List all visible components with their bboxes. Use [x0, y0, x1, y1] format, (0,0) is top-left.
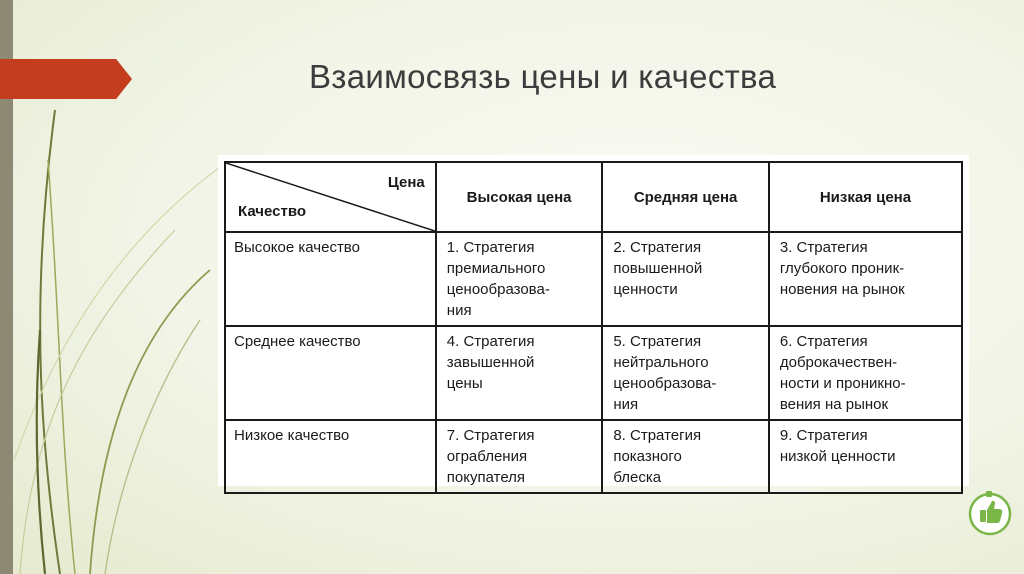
strategy-text-6: 6. Стратегия доброкачествен- ности и проникно- вения на рынок [779, 333, 906, 413]
strategy-text-7: 7. Стратегия ограбления покупателя [446, 427, 535, 486]
thumbs-up-logo-icon [966, 488, 1014, 536]
strategy-cell-8 [602, 420, 769, 493]
strategy-cell-5 [602, 326, 769, 420]
strategy-cell-2 [602, 232, 769, 326]
strategy-text-3: 3. Стратегия глубокого проник- новения на рынок [779, 239, 905, 298]
table-corner-cell [225, 162, 436, 232]
corner-quality-label: Качество [238, 203, 307, 220]
column-header-medium-price: Средняя цена [602, 162, 769, 232]
strategy-cell-4 [436, 326, 603, 420]
strategy-cell-9 [769, 420, 962, 493]
price-quality-table-panel [218, 155, 969, 486]
strategy-text-9: 9. Стратегия низкой ценности [779, 427, 896, 465]
strategy-text-1: 1. Стратегия премиального ценообразова- ния [446, 239, 550, 319]
strategy-text-2: 2. Стратегия повышенной ценности [613, 239, 703, 298]
table-row [225, 326, 962, 420]
slide-title: Взаимосвязь цены и качества [309, 58, 777, 95]
row-label-low-quality: Низкое качество [225, 420, 436, 493]
strategy-text-8: 8. Стратегия показного блеска [613, 427, 702, 486]
price-quality-table [224, 161, 963, 494]
table-header-row [225, 162, 962, 232]
column-header-low-price: Низкая цена [769, 162, 962, 232]
strategy-text-5: 5. Стратегия нейтрального ценообразова- ния [613, 333, 717, 413]
strategy-text-4: 4. Стратегия завышенной цены [446, 333, 535, 392]
strategy-cell-7 [436, 420, 603, 493]
row-label-high-quality: Высокое качество [225, 232, 436, 326]
row-label-medium-quality: Среднее качество [225, 326, 436, 420]
strategy-cell-3 [769, 232, 962, 326]
table-row [225, 232, 962, 326]
strategy-cell-6 [769, 326, 962, 420]
strategy-cell-1 [436, 232, 603, 326]
title-arrow-tab [0, 59, 132, 99]
table-row [225, 420, 962, 493]
column-header-high-price: Высокая цена [436, 162, 603, 232]
corner-price-label: Цена [387, 174, 425, 191]
